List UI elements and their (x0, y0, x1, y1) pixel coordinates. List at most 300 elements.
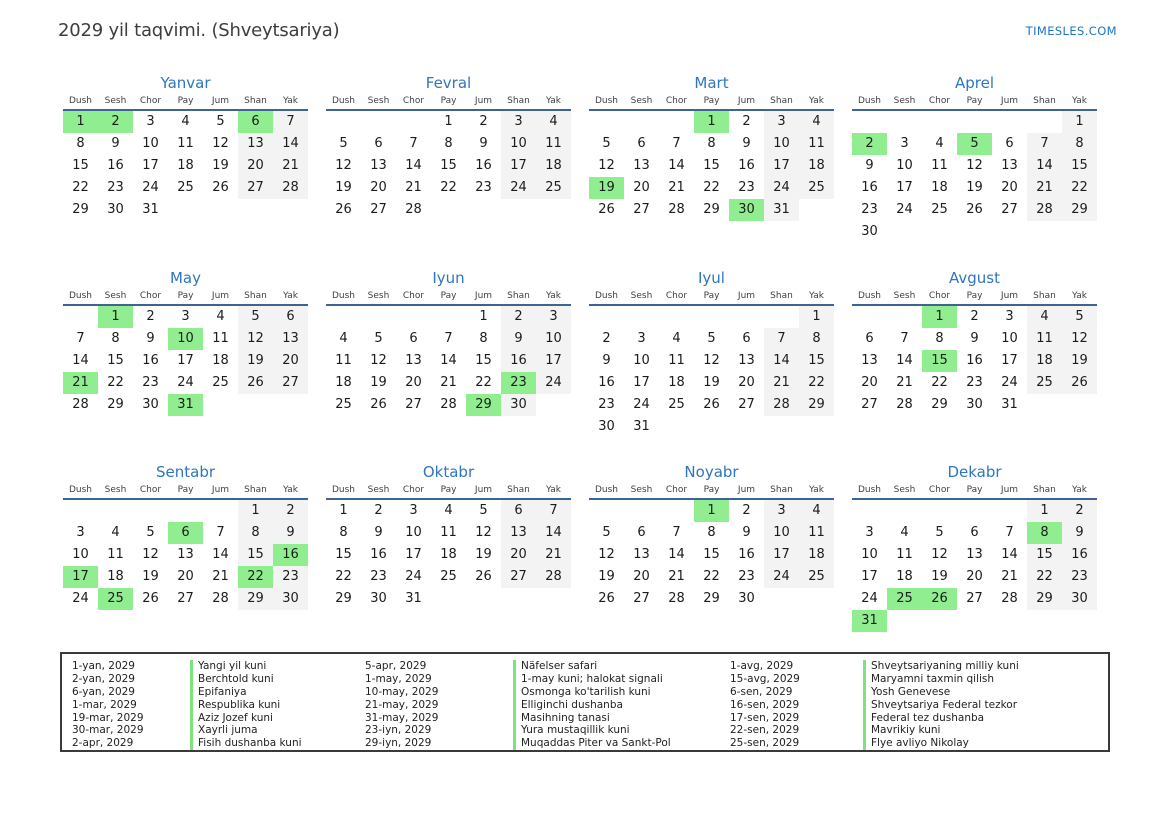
month-title: Noyabr (684, 463, 739, 481)
day-cell: 3 (900, 136, 909, 151)
day-cell: 27 (501, 566, 536, 588)
day-cell: 22 (107, 374, 124, 390)
day-cell: 14 (764, 350, 799, 372)
day-cell: 13 (633, 547, 650, 562)
day-cell (992, 610, 1027, 632)
month-iyul (589, 267, 834, 462)
day-cell: 12 (212, 136, 229, 151)
day-cell: 10 (72, 547, 89, 562)
day-cell: 5 (479, 503, 488, 518)
day-cell: 12 (966, 158, 983, 173)
weekday-label: Dush (857, 485, 882, 495)
day-cell (273, 199, 308, 221)
day-cell: 7 (672, 136, 681, 151)
day-cell (589, 500, 624, 522)
day-cell: 8 (111, 330, 120, 346)
holiday-day-cell: 30 (729, 199, 764, 221)
weekday-label: Yak (546, 290, 561, 301)
day-cell: 21 (536, 544, 571, 566)
day-cell: 25 (335, 396, 352, 412)
legend-holiday-name: Aziz Jozef kuni (190, 712, 365, 725)
day-cell: 9 (479, 136, 488, 151)
day-cell: 13 (501, 522, 536, 544)
day-cell: 3 (501, 111, 536, 133)
day-cell: 8 (707, 525, 716, 540)
legend-column (730, 660, 1098, 750)
weekday-label: Shan (244, 290, 267, 301)
day-cell (764, 588, 799, 610)
day-cell: 11 (1027, 328, 1062, 350)
day-cell: 16 (370, 547, 387, 562)
day-cell (1062, 221, 1097, 243)
legend-holiday-name: Federal tez dushanba (863, 712, 1098, 725)
day-cell: 22 (931, 374, 948, 390)
day-cell: 24 (764, 177, 799, 199)
day-cell: 13 (177, 547, 194, 562)
legend-date: 1-may, 2029 (365, 672, 432, 685)
legend-holiday-name: Mavrikiy kuni (863, 724, 1098, 737)
month-days (326, 306, 571, 416)
weekday-label: Sesh (104, 485, 127, 495)
months-grid (63, 72, 1097, 656)
holiday-day-cell: 1 (694, 500, 729, 522)
day-cell: 14 (668, 158, 685, 173)
day-cell: 27 (177, 591, 194, 606)
legend-column (72, 660, 365, 750)
weekday-label: Sesh (893, 485, 916, 495)
day-cell: 31 (764, 199, 799, 221)
day-cell: 11 (668, 352, 685, 368)
holiday-day-cell: 5 (957, 133, 992, 155)
day-cell: 2 (602, 330, 611, 346)
day-cell: 15 (799, 350, 834, 372)
day-cell: 27 (861, 396, 878, 412)
legend-date: 2-yan, 2029 (72, 672, 135, 685)
weekday-label: Jum (1000, 485, 1019, 495)
month-title: Fevral (425, 74, 472, 92)
day-cell (1062, 610, 1097, 632)
day-cell: 25 (799, 177, 834, 199)
day-cell: 25 (1027, 372, 1062, 394)
weekday-label: Pay (966, 96, 983, 106)
weekday-label: Pay (177, 485, 194, 495)
day-cell: 29 (703, 591, 720, 606)
day-cell: 18 (799, 155, 834, 177)
day-cell: 9 (501, 328, 536, 350)
day-cell: 18 (799, 544, 834, 566)
day-cell (1027, 111, 1062, 133)
day-cell: 14 (273, 133, 308, 155)
day-cell: 10 (142, 136, 159, 151)
weekday-label: Chor (928, 96, 951, 106)
weekday-label: Pay (440, 485, 457, 495)
day-cell: 19 (931, 569, 948, 584)
day-cell: 4 (339, 330, 348, 346)
day-cell: 22 (1027, 566, 1062, 588)
day-cell: 22 (703, 569, 720, 584)
day-cell: 8 (339, 525, 348, 540)
day-cell: 28 (668, 591, 685, 606)
day-cell: 7 (900, 330, 909, 346)
day-cell: 21 (896, 374, 913, 390)
day-cell: 7 (672, 525, 681, 540)
weekday-label: Yak (283, 290, 298, 301)
day-cell (168, 500, 203, 522)
day-cell: 25 (536, 177, 571, 199)
day-cell: 17 (405, 547, 422, 562)
weekday-label: Dush (331, 485, 356, 495)
day-cell: 9 (970, 330, 979, 346)
day-cell: 20 (633, 569, 650, 584)
day-cell: 5 (602, 136, 611, 151)
day-cell (431, 588, 466, 610)
day-cell: 18 (212, 352, 229, 368)
day-cell (361, 306, 396, 328)
weekday-label: Jum (474, 96, 493, 106)
legend-holiday-name: Berchtold kuni (190, 673, 365, 686)
legend-date: 6-sen, 2029 (730, 685, 793, 698)
legend-date: 25-sen, 2029 (730, 737, 800, 750)
day-cell: 24 (861, 591, 878, 606)
weekday-header-row (326, 96, 571, 111)
day-cell: 9 (602, 352, 611, 368)
holiday-day-cell: 31 (168, 394, 203, 416)
weekday-label: Jum (474, 290, 493, 301)
day-cell: 12 (335, 158, 352, 173)
day-cell: 6 (742, 330, 751, 346)
day-cell (852, 500, 887, 522)
day-cell: 15 (107, 352, 124, 368)
weekday-label: Shan (770, 485, 793, 495)
day-cell: 1 (444, 114, 453, 129)
holiday-day-cell: 6 (238, 111, 273, 133)
weekday-label: Yak (1072, 485, 1087, 495)
day-cell: 1 (1027, 500, 1062, 522)
day-cell: 30 (273, 588, 308, 610)
day-cell: 29 (107, 396, 124, 412)
day-cell (1027, 610, 1062, 632)
day-cell: 1 (479, 308, 488, 324)
day-cell: 16 (475, 158, 492, 173)
day-cell (659, 500, 694, 522)
day-cell: 1 (339, 503, 348, 518)
day-cell: 17 (861, 569, 878, 584)
day-cell: 16 (966, 352, 983, 368)
weekday-label: Chor (139, 290, 162, 301)
day-cell (203, 199, 238, 221)
weekday-label: Chor (139, 96, 162, 106)
page-title: 2029 yil taqvimi. (Shveytsariya) (58, 20, 340, 41)
day-cell: 10 (861, 547, 878, 562)
weekday-label: Sesh (104, 96, 127, 106)
day-cell: 28 (440, 396, 457, 412)
day-cell: 26 (370, 396, 387, 412)
day-cell: 1 (238, 500, 273, 522)
weekday-label: Pay (703, 485, 720, 495)
day-cell: 2 (273, 500, 308, 522)
day-cell: 23 (598, 396, 615, 412)
day-cell: 19 (370, 374, 387, 390)
month-title: Iyul (698, 268, 725, 287)
legend-holiday-name: Fisih dushanba kuni (190, 737, 365, 750)
weekday-label: Dush (331, 290, 356, 301)
day-cell: 12 (598, 158, 615, 173)
day-cell (238, 199, 273, 221)
day-cell: 27 (1001, 202, 1018, 217)
day-cell: 6 (970, 525, 979, 540)
day-cell: 21 (1001, 569, 1018, 584)
day-cell: 22 (72, 180, 89, 195)
day-cell: 15 (703, 547, 720, 562)
day-cell: 18 (536, 155, 571, 177)
day-cell: 11 (212, 330, 229, 346)
day-cell: 18 (440, 547, 457, 562)
day-cell: 26 (1062, 372, 1097, 394)
weekday-label: Jum (737, 485, 756, 495)
day-cell: 19 (335, 180, 352, 195)
legend-holiday-name: Shveytsariya Federal tezkor (863, 699, 1098, 712)
day-cell: 8 (238, 522, 273, 544)
weekday-label: Jum (737, 96, 756, 106)
day-cell: 18 (931, 180, 948, 195)
day-cell: 20 (633, 180, 650, 195)
weekday-header-row (852, 485, 1097, 500)
weekday-label: Jum (1000, 290, 1019, 301)
day-cell: 2 (374, 503, 383, 518)
day-cell: 20 (177, 569, 194, 584)
holiday-day-cell: 22 (238, 566, 273, 588)
month-days (63, 500, 308, 610)
legend-date: 5-apr, 2029 (365, 660, 427, 672)
day-cell: 4 (799, 111, 834, 133)
day-cell: 21 (212, 569, 229, 584)
day-cell: 6 (637, 525, 646, 540)
month-may (63, 267, 308, 462)
weekday-label: Yak (809, 485, 824, 495)
day-cell: 27 (273, 372, 308, 394)
day-cell (466, 199, 501, 221)
holiday-day-cell: 6 (168, 522, 203, 544)
month-days (852, 306, 1097, 416)
day-cell (659, 111, 694, 133)
day-cell: 2 (479, 114, 488, 129)
month-title: Avgust (949, 268, 1000, 287)
weekday-label: Dush (594, 290, 619, 301)
day-cell (396, 306, 431, 328)
legend-holiday-name: Elliginchi dushanba (513, 699, 730, 712)
day-cell: 22 (475, 374, 492, 390)
holiday-day-cell: 26 (922, 588, 957, 610)
holiday-day-cell: 25 (98, 588, 133, 610)
weekday-label: Chor (139, 485, 162, 495)
day-cell: 21 (405, 180, 422, 195)
day-cell: 26 (598, 202, 615, 217)
day-cell: 13 (405, 352, 422, 368)
day-cell (957, 610, 992, 632)
day-cell: 17 (764, 544, 799, 566)
day-cell: 7 (76, 330, 85, 346)
day-cell: 13 (966, 547, 983, 562)
weekday-label: Dush (594, 485, 619, 495)
day-cell: 13 (861, 352, 878, 368)
day-cell: 20 (501, 544, 536, 566)
day-cell: 30 (107, 202, 124, 217)
day-cell: 15 (335, 547, 352, 562)
holiday-day-cell: 8 (1027, 522, 1062, 544)
day-cell: 28 (764, 394, 799, 416)
day-cell (852, 306, 887, 328)
holiday-day-cell: 1 (98, 306, 133, 328)
weekday-label: Chor (402, 485, 425, 495)
weekday-label: Pay (703, 96, 720, 106)
site-link[interactable]: TIMESLES.COM (1025, 24, 1117, 38)
day-cell: 12 (703, 352, 720, 368)
day-cell: 7 (444, 330, 453, 346)
day-cell: 28 (668, 202, 685, 217)
day-cell (764, 416, 799, 438)
day-cell: 17 (1001, 352, 1018, 368)
day-cell: 11 (931, 158, 948, 173)
day-cell: 4 (935, 136, 944, 151)
day-cell: 23 (966, 374, 983, 390)
day-cell (887, 306, 922, 328)
holiday-day-cell: 10 (168, 328, 203, 350)
weekday-label: Jum (211, 290, 230, 301)
weekday-label: Shan (244, 485, 267, 495)
weekday-label: Sesh (367, 485, 390, 495)
weekday-label: Shan (1033, 96, 1056, 106)
weekday-header-row (589, 485, 834, 500)
day-cell: 8 (444, 136, 453, 151)
day-cell: 5 (707, 330, 716, 346)
legend-holiday-name: 1-may kuni; halokat signali (513, 673, 730, 686)
day-cell: 31 (142, 202, 159, 217)
weekday-label: Dush (594, 96, 619, 106)
day-cell: 27 (633, 202, 650, 217)
weekday-header-row (63, 291, 308, 306)
holiday-day-cell: 1 (63, 111, 98, 133)
weekday-label: Yak (546, 96, 561, 106)
holiday-day-cell: 16 (273, 544, 308, 566)
day-cell: 19 (598, 569, 615, 584)
holiday-day-cell: 17 (63, 566, 98, 588)
weekday-label: Pay (966, 290, 983, 301)
weekday-label: Shan (507, 290, 530, 301)
day-cell (887, 221, 922, 243)
day-cell: 28 (536, 566, 571, 588)
day-cell: 22 (799, 372, 834, 394)
day-cell: 16 (1062, 544, 1097, 566)
legend-date: 29-iyn, 2029 (365, 737, 432, 750)
weekday-label: Pay (177, 96, 194, 106)
day-cell: 3 (181, 308, 190, 324)
day-cell: 4 (799, 500, 834, 522)
day-cell: 4 (111, 525, 120, 540)
day-cell: 5 (216, 114, 225, 129)
day-cell: 13 (370, 158, 387, 173)
day-cell: 11 (896, 547, 913, 562)
day-cell: 15 (440, 158, 457, 173)
day-cell: 19 (238, 350, 273, 372)
day-cell: 22 (335, 569, 352, 584)
legend-date: 6-yan, 2029 (72, 685, 135, 698)
day-cell: 15 (475, 352, 492, 368)
weekday-label: Sesh (630, 485, 653, 495)
day-cell: 3 (409, 503, 418, 518)
day-cell: 26 (703, 396, 720, 412)
day-cell: 19 (703, 374, 720, 390)
holiday-day-cell: 1 (922, 306, 957, 328)
day-cell (887, 111, 922, 133)
day-cell: 31 (405, 591, 422, 606)
day-cell: 20 (966, 569, 983, 584)
day-cell: 31 (633, 418, 650, 434)
weekday-label: Pay (177, 290, 194, 301)
day-cell: 4 (1027, 306, 1062, 328)
day-cell (764, 306, 799, 328)
day-cell: 6 (865, 330, 874, 346)
holiday-legend (60, 652, 1110, 752)
day-cell: 15 (1062, 155, 1097, 177)
legend-holiday-name: Maryamni taxmin qilish (863, 673, 1098, 686)
day-cell: 23 (1062, 566, 1097, 588)
day-cell (501, 588, 536, 610)
day-cell: 30 (966, 396, 983, 412)
day-cell: 19 (475, 547, 492, 562)
day-cell: 1 (799, 306, 834, 328)
day-cell: 29 (72, 202, 89, 217)
day-cell: 14 (405, 158, 422, 173)
day-cell (659, 306, 694, 328)
holiday-day-cell: 21 (63, 372, 98, 394)
day-cell: 28 (273, 177, 308, 199)
day-cell: 4 (216, 308, 225, 324)
month-title: Sentabr (155, 463, 216, 481)
weekday-label: Pay (966, 485, 983, 495)
month-title: Dekabr (947, 463, 1002, 481)
weekday-label: Shan (507, 485, 530, 495)
legend-column (365, 660, 730, 750)
legend-date: 1-avg, 2029 (730, 660, 794, 672)
day-cell: 27 (405, 396, 422, 412)
day-cell (922, 111, 957, 133)
day-cell (694, 416, 729, 438)
month-days (589, 111, 834, 221)
day-cell: 2 (501, 306, 536, 328)
day-cell: 9 (111, 136, 120, 151)
day-cell: 10 (501, 133, 536, 155)
day-cell (887, 500, 922, 522)
day-cell: 11 (440, 525, 457, 540)
day-cell (1062, 394, 1097, 416)
day-cell: 8 (76, 136, 85, 151)
day-cell: 20 (370, 180, 387, 195)
weekday-label: Pay (440, 96, 457, 106)
day-cell: 18 (107, 569, 124, 584)
day-cell (63, 500, 98, 522)
day-cell: 23 (273, 566, 308, 588)
day-cell: 20 (738, 374, 755, 390)
day-cell: 27 (738, 396, 755, 412)
day-cell: 17 (764, 155, 799, 177)
legend-date: 1-yan, 2029 (72, 660, 135, 672)
month-days (852, 111, 1097, 243)
month-fevral (326, 72, 571, 267)
day-cell: 24 (536, 372, 571, 394)
day-cell: 22 (440, 180, 457, 195)
day-cell: 14 (1027, 155, 1062, 177)
legend-date: 30-mar, 2029 (72, 724, 144, 737)
